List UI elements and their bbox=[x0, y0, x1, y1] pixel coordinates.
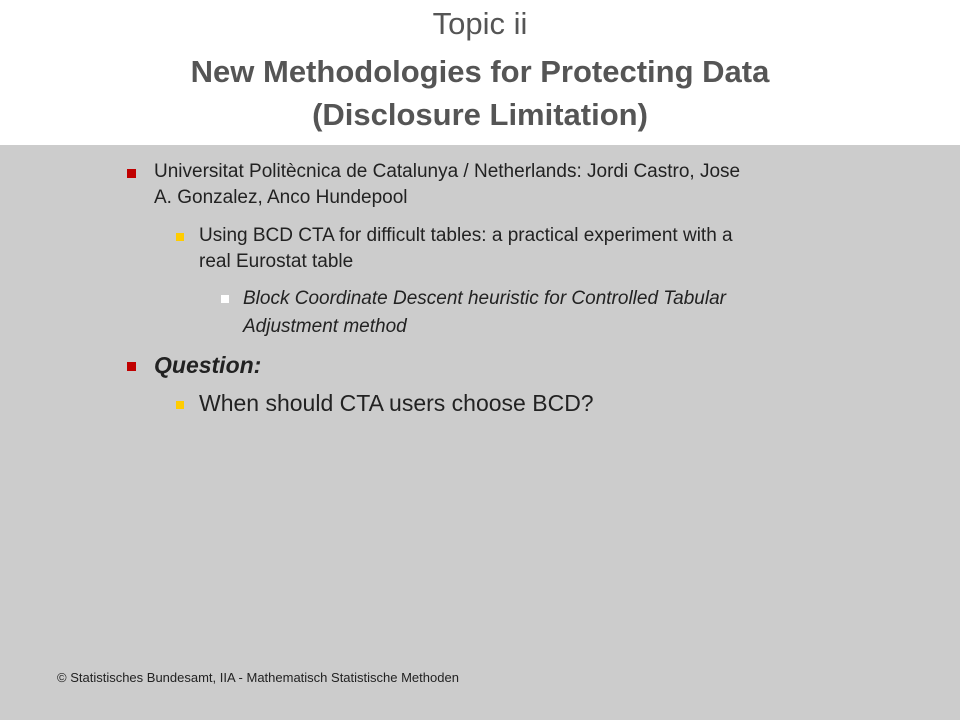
level1-bullet-icon bbox=[127, 169, 136, 178]
bullet-paper-title-line1: Using BCD CTA for difficult tables: a practical experiment with a bbox=[199, 225, 733, 246]
slide-title-main: New Methodologies for Protecting Data bbox=[190, 54, 770, 89]
bullet-affiliation-line1: Universitat Politècnica de Catalunya / Netherlands: Jordi Castro, Jose bbox=[154, 161, 741, 182]
slide-title-sub: (Disclosure Limitation) bbox=[312, 97, 648, 132]
bullet-question-detail: When should CTA users choose BCD? bbox=[199, 390, 594, 416]
level3-bullet-icon bbox=[221, 295, 229, 303]
title-area bbox=[0, 0, 960, 145]
bullet-method-line2: Adjustment method bbox=[243, 316, 407, 337]
level1-bullet-icon bbox=[127, 362, 136, 371]
bullet-method-line1: Block Coordinate Descent heuristic for Controlled Tabular bbox=[243, 288, 726, 309]
footer-copyright: © Statistisches Bundesamt, IIA - Mathematisch Statistische Methoden bbox=[57, 670, 459, 685]
bullet-paper-title-line2: real Eurostat table bbox=[199, 251, 354, 272]
bullet-question: Question: bbox=[154, 352, 262, 378]
bullet-affiliation-line2: A. Gonzalez, Anco Hundepool bbox=[154, 187, 408, 208]
level2-bullet-icon bbox=[176, 401, 184, 409]
content-area bbox=[0, 145, 960, 720]
level2-bullet-icon bbox=[176, 233, 184, 241]
slide-title-topic: Topic ii bbox=[432, 6, 528, 41]
